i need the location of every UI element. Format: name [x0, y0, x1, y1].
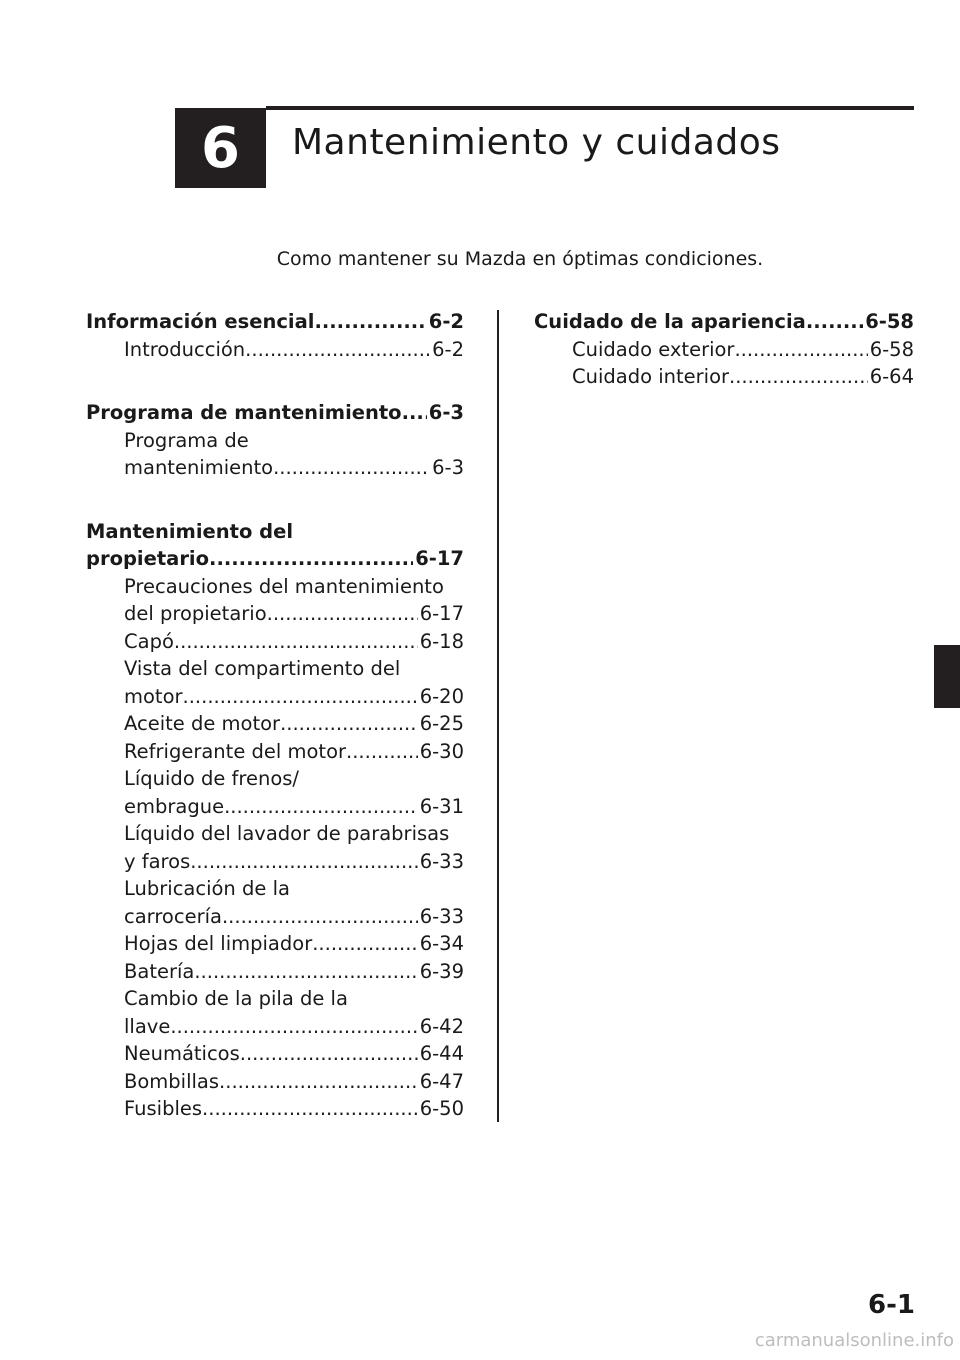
- chapter-subtitle: Como mantener su Mazda en óptimas condiciones.: [276, 248, 764, 270]
- toc-entry-page: 6-33: [419, 849, 464, 873]
- toc-heading-page: 6-58: [865, 310, 914, 333]
- leader-dots: [194, 958, 417, 986]
- toc-entry-label: Cuidado exterior: [572, 337, 735, 361]
- toc-heading-line1[interactable]: Mantenimiento del: [86, 519, 294, 543]
- toc-entry-label: Aceite de motor: [124, 712, 281, 735]
- leader-dots: [314, 308, 426, 336]
- toc-entry[interactable]: [86, 738, 464, 766]
- toc-section-programa: [86, 399, 464, 482]
- toc-entry[interactable]: [86, 710, 464, 738]
- toc-entry[interactable]: [86, 958, 464, 986]
- leader-dots: [202, 1095, 418, 1123]
- toc-entry-page: 6-25: [419, 712, 464, 735]
- toc-left-column: [86, 308, 464, 1159]
- toc-entry-page: 6-42: [419, 1014, 464, 1038]
- leader-dots: [267, 600, 418, 628]
- toc-entry-line1[interactable]: Líquido del lavador de parabrisas: [124, 822, 450, 845]
- toc-entry-label: Cuidado interior: [572, 365, 730, 388]
- toc-entry-label: Hojas del limpiador: [124, 932, 313, 955]
- toc-heading-page: 6-3: [428, 401, 464, 424]
- toc-entry-page: 6-39: [419, 959, 464, 983]
- toc-heading-label: Programa de mantenimiento: [86, 401, 402, 424]
- toc-entry-page: 6-47: [419, 1069, 464, 1093]
- leader-dots: [273, 454, 430, 482]
- toc-entry-label: Capó: [124, 629, 174, 653]
- toc-section-heading[interactable]: [86, 308, 464, 336]
- toc-entry-label: mantenimiento: [124, 456, 274, 479]
- toc-section-heading[interactable]: [534, 308, 914, 336]
- leader-dots: [209, 545, 413, 573]
- toc-entry[interactable]: [86, 1040, 464, 1068]
- toc-heading-label: propietario: [86, 547, 210, 570]
- toc-entry[interactable]: [86, 793, 464, 821]
- toc-entry-page: 6-44: [419, 1042, 464, 1065]
- leader-dots: [346, 738, 418, 766]
- toc-entry-line1[interactable]: Precauciones del mantenimiento: [124, 574, 444, 598]
- toc-entry-page: 6-3: [432, 456, 464, 479]
- toc-entry-line1[interactable]: Líquido de frenos/: [124, 767, 299, 790]
- leader-dots: [190, 848, 418, 876]
- toc-section-informacion-esencial: [86, 308, 464, 363]
- toc-entry-line1[interactable]: Programa de: [124, 428, 249, 452]
- toc-entry-label: Bombillas: [124, 1069, 220, 1093]
- toc-entry-label: motor: [124, 684, 183, 708]
- toc-entry-page: 6-30: [419, 739, 464, 763]
- toc-entry[interactable]: [86, 336, 464, 364]
- toc-entry-label: Batería: [124, 959, 195, 983]
- watermark: carmanualsonline.info: [754, 1330, 954, 1351]
- toc-entry-label: Introducción: [124, 337, 246, 361]
- toc-entry[interactable]: [86, 1013, 464, 1041]
- toc-entry[interactable]: [86, 903, 464, 931]
- title-rule: [266, 106, 914, 110]
- toc-entry-page: 6-20: [419, 684, 464, 708]
- toc-heading-page: 6-2: [428, 310, 464, 333]
- toc-entry[interactable]: [534, 363, 914, 391]
- toc-entry-label: Fusibles: [124, 1097, 203, 1120]
- toc-entry-label: embrague: [124, 794, 225, 818]
- toc-entry[interactable]: [86, 683, 464, 711]
- leader-dots: [240, 1040, 418, 1068]
- toc-entry-label: llave: [124, 1014, 171, 1038]
- toc-entry-label: del propietario: [124, 602, 267, 625]
- toc-entry-label: Refrigerante del motor: [124, 739, 347, 763]
- toc-section-apariencia: [534, 308, 914, 391]
- toc-entry-line1[interactable]: Cambio de la pila de la: [124, 987, 348, 1010]
- toc-entry[interactable]: [86, 930, 464, 958]
- toc-entry-page: 6-17: [419, 602, 464, 625]
- leader-dots: [224, 793, 418, 821]
- column-divider: [497, 310, 499, 1122]
- toc-entry-page: 6-50: [419, 1097, 464, 1120]
- toc-section-heading[interactable]: [86, 399, 464, 427]
- toc-section-propietario: [86, 518, 464, 1123]
- toc-entry[interactable]: [86, 1068, 464, 1096]
- leader-dots: [734, 336, 867, 364]
- toc-entry-page: 6-18: [419, 629, 464, 653]
- chapter-number: 6: [201, 115, 240, 181]
- toc-entry-label: y faros: [124, 849, 191, 873]
- leader-dots: [174, 628, 418, 656]
- toc-section-heading[interactable]: [86, 545, 464, 573]
- leader-dots: [402, 399, 427, 427]
- chapter-title: Mantenimiento y cuidados: [292, 122, 781, 163]
- toc-heading-label: Cuidado de la apariencia: [534, 310, 806, 333]
- leader-dots: [280, 710, 418, 738]
- toc-entry[interactable]: [86, 628, 464, 656]
- leader-dots: [219, 1068, 418, 1096]
- toc-entry-line1[interactable]: Lubricación de la: [124, 877, 290, 900]
- toc-entry[interactable]: [86, 848, 464, 876]
- leader-dots: [170, 1013, 417, 1041]
- chapter-side-tab: [934, 645, 960, 708]
- toc-entry-label: Neumáticos: [124, 1042, 240, 1065]
- leader-dots: [729, 363, 868, 391]
- toc-entry-page: 6-64: [869, 365, 914, 388]
- toc-heading-label: Información esencial: [86, 310, 315, 333]
- toc-entry[interactable]: [534, 336, 914, 364]
- toc-entry-page: 6-33: [419, 904, 464, 928]
- toc-entry-page: 6-58: [869, 337, 914, 361]
- chapter-number-box: [175, 108, 266, 188]
- toc-entry[interactable]: [86, 600, 464, 628]
- toc-entry-line1[interactable]: Vista del compartimento del: [124, 657, 401, 680]
- toc-entry-page: 6-2: [432, 337, 464, 361]
- toc-entry[interactable]: [86, 1095, 464, 1123]
- toc-entry[interactable]: [86, 454, 464, 482]
- leader-dots: [245, 336, 430, 364]
- leader-dots: [806, 308, 863, 336]
- leader-dots: [183, 683, 418, 711]
- toc-entry-page: 6-31: [419, 794, 464, 818]
- toc-heading-page: 6-17: [415, 547, 464, 570]
- toc-entry-label: carrocería: [124, 904, 222, 928]
- leader-dots: [222, 903, 418, 931]
- toc-entry-page: 6-34: [419, 932, 464, 955]
- toc-right-column: [534, 308, 914, 427]
- page-number: 6-1: [868, 1290, 915, 1320]
- leader-dots: [312, 930, 418, 958]
